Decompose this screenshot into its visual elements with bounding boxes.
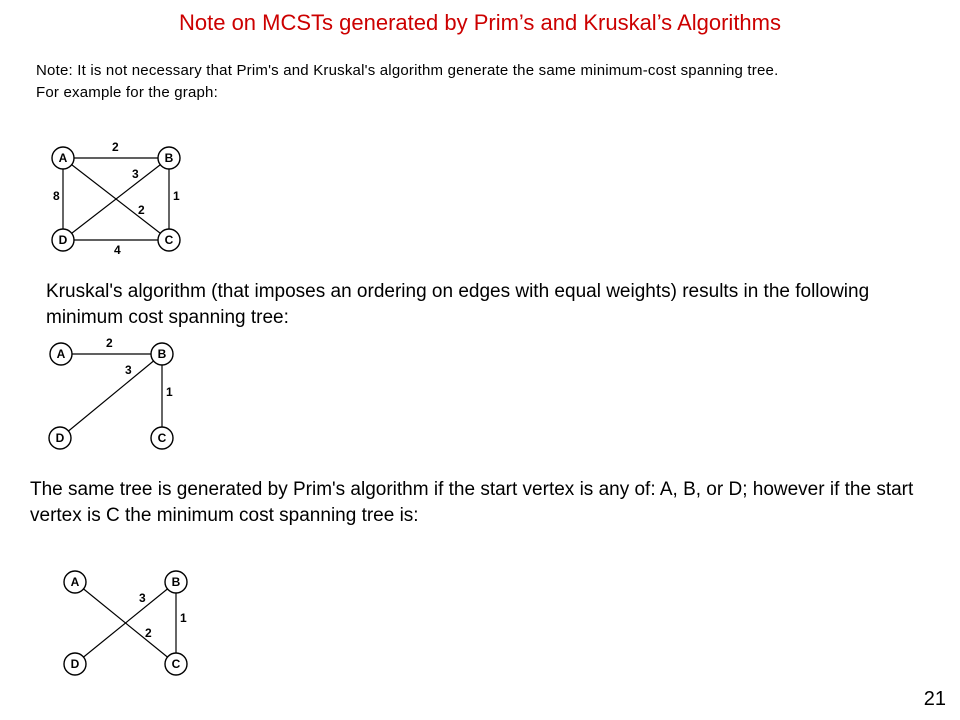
prim-description: The same tree is generated by Prim's algorithm if the start vertex is any of: A, B, or D; however if the start vertex is C the minimum cost spanning tree is:	[30, 479, 914, 526]
node-b-label: B	[157, 347, 167, 361]
edge-label-b-c: 1	[180, 611, 187, 625]
node-c-label: C	[171, 657, 181, 671]
edge-label-b-d: 3	[139, 591, 146, 605]
original-graph	[40, 136, 200, 258]
node-a-label: A	[70, 575, 80, 589]
edge-label-b-c: 1	[166, 385, 173, 399]
node-d	[49, 427, 71, 449]
node-b-label: B	[164, 151, 174, 165]
kruskal-description: Kruskal's algorithm (that imposes an ordering on edges with equal weights) results in the following minimum cost spanning tree:	[46, 281, 870, 328]
note-text	[36, 60, 926, 104]
prim-start-c-tree-graph	[50, 560, 210, 684]
node-d	[52, 229, 74, 251]
edge-label-a-d: 8	[53, 189, 60, 203]
edge-label-a-c: 2	[145, 626, 152, 640]
node-a-label: A	[58, 151, 68, 165]
note-line-2: For example for the graph:	[36, 84, 218, 101]
node-b	[151, 343, 173, 365]
node-b	[158, 147, 180, 169]
node-d-label: D	[58, 233, 68, 247]
node-a-label: A	[56, 347, 66, 361]
edge-label-d-c: 4	[114, 243, 121, 257]
node-a	[50, 343, 72, 365]
edge-label-b-d: 3	[125, 363, 132, 377]
node-d-label: D	[70, 657, 80, 671]
edge-label-a-b: 2	[112, 140, 119, 154]
node-d	[64, 653, 86, 675]
node-c	[151, 427, 173, 449]
edge-label-b-d: 3	[132, 167, 139, 181]
node-b-label: B	[171, 575, 181, 589]
edge-label-b-c: 1	[173, 189, 180, 203]
node-a	[64, 571, 86, 593]
node-d-label: D	[55, 431, 65, 445]
node-c	[158, 229, 180, 251]
page-number: 21	[923, 688, 946, 710]
edge-label-a-c: 2	[138, 203, 145, 217]
slide-title: Note on MCSTs generated by Prim’s and Kruskal’s Algorithms	[178, 10, 781, 35]
node-c	[165, 653, 187, 675]
edge-label-a-b: 2	[106, 336, 113, 350]
node-c-label: C	[164, 233, 174, 247]
node-b	[165, 571, 187, 593]
edge-b-d	[60, 354, 162, 438]
node-c-label: C	[157, 431, 167, 445]
note-line-1: Note: It is not necessary that Prim's and Kruskal's algorithm generate the same minimum-cost spanning tree.	[36, 62, 779, 79]
kruskal-tree-graph	[36, 334, 196, 458]
node-a	[52, 147, 74, 169]
